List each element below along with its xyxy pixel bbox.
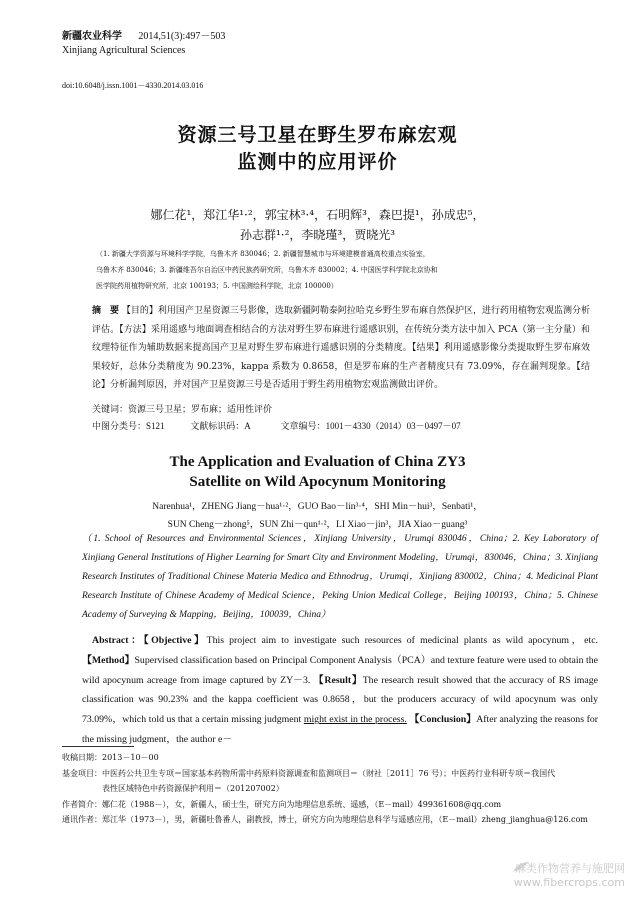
abstract-en-label: Abstract： xyxy=(92,635,144,646)
affiliation-cn-line: （1. 新疆大学资源与环境科学学院，乌鲁木齐 830046；2. 新疆智慧城市与环境建模普通高校重点实验室， xyxy=(96,250,430,258)
received-date xyxy=(62,750,592,766)
journal-name-en: Xinjiang Agricultural Sciences xyxy=(62,45,186,56)
doi: doi:10.6048/j.issn.1001－4330.2014.03.016 xyxy=(62,81,204,90)
affiliation-cn-line: 医学院药用植物研究所，北京 100193；5. 中国测绘科学院，北京 100000） xyxy=(96,282,338,290)
footnotes xyxy=(62,750,592,828)
clc-value: S121 xyxy=(146,421,165,431)
funding-line1: 中医药公共卫生专项＝国家基本药物所需中药原料资源调查和监测项目＝（财社［2011］76 号）；中医药行业科研专项＝我国代 xyxy=(102,768,556,778)
title-en-line1: The Application and Evaluation of China ZY3 xyxy=(169,454,466,470)
affiliations-cn xyxy=(96,246,566,294)
method-text: Supervised classification based on Principal Component Analysis（PCA）and texture feature were used to obtain the wild apocynum acreage from image captured by ZY－3. xyxy=(82,654,599,686)
conclusion-text: After analyzing the reasons for the missing judgment，the author e－ xyxy=(82,714,598,745)
objective-text: This project aim to investigate such resources of medicinal plants as wild apocynum，etc. xyxy=(206,635,598,646)
abstract-cn-label: 摘 要 xyxy=(92,306,120,316)
abstract-cn-text: 【目的】利用国产卫星资源三号影像，选取新疆阿勒泰阿拉哈克乡野生罗布麻自然保护区，进行药用植物宏观监测分析评估。【方法】采用遥感与地面调查相结合的方法对野生罗布麻进行遥感识别，在传统分类方法中加入 PCA（第一主分量）和纹理特征作为辅助数据来提高国产卫星对野生罗布麻进行遥感识别的分类精度。【结果】利用遥感影像分类提取野生罗布麻效果较好，总体分类精度为 90.23%，kappa 系数为 0.8658，但是罗布麻的生产者精度只有 73.09%，存在漏判现象。【结论】分析漏判原因，并对国产卫星资源三号是否适用于野生药用植物宏观监测做出评价。 xyxy=(92,306,590,390)
affiliations-en: （1. School of Resources and Environmental Sciences，Xinjiang University，Urumqi 830046，China；2. Key Laboratory of Xinjiang General Institutions of Higher Learning for Smart City and Environment Modeling，Urumqi，830046，China；3. Xinjiang Research Institutes of Traditional Chinese Materia Medica and Ethnodrug，Urumqi，Xinjiang 830002，China；4. Medicinal Plant Research Institute of Chinese Academy of Medical Science，Peking Union Medical College，Beijing 100193，China；5. Chinese Academy of Surveying & Mapping，Beijing，100039，China） xyxy=(82,534,598,620)
doc-code-value: A xyxy=(244,421,251,431)
received-label: 收稿日期： xyxy=(62,753,102,762)
funding-cont xyxy=(62,781,592,797)
journal-header xyxy=(62,30,225,43)
title-cn-line1: 资源三号卫星在野生罗布麻宏观 xyxy=(177,124,458,146)
title-en-line2: Satellite on Wild Apocynum Monitoring xyxy=(189,474,446,490)
received-value: 2013－10－00 xyxy=(102,753,159,762)
volume-info: 2014,51(3):497－503 xyxy=(138,31,226,42)
corresponding-label: 通讯作者： xyxy=(62,815,102,824)
keywords-text: 资源三号卫星；罗布麻；适用性评价 xyxy=(128,405,273,415)
keywords-cn xyxy=(92,402,272,415)
doc-code-label: 文献标识码： xyxy=(190,422,245,432)
watermark-url: www.fibercrops.com xyxy=(513,876,625,889)
result-tag: 【Result】 xyxy=(313,674,363,686)
authors-cn-line2: 孙志群¹·²，李晓瑾³，贾晓光³ xyxy=(239,228,396,242)
author-bio-label: 作者简介： xyxy=(62,799,102,809)
author-bio xyxy=(62,797,592,813)
funding-line2: 表性区域特色中药资源保护利用＝（201207002） xyxy=(102,784,284,793)
footnote-divider xyxy=(62,746,134,747)
objective-tag: 【Objective】 xyxy=(143,635,207,646)
keywords-label: 关键词： xyxy=(92,405,129,415)
funding xyxy=(62,766,592,782)
article-no-label: 文章编号： xyxy=(280,422,326,432)
classification-row xyxy=(92,419,461,432)
authors-cn-line1: 娜仁花¹，郑江华¹·²，郭宝林³·⁴，石明辉³，森巴提¹，孙成忠⁵， xyxy=(150,208,485,222)
conclusion-tag: 【Conclusion】 xyxy=(409,714,477,726)
watermark-cn: 麻类作物营养与施肥网 xyxy=(515,862,625,875)
abstract-cn xyxy=(92,302,590,395)
affiliation-cn-line: 乌鲁木齐 830046；3. 新疆维吾尔自治区中药民族药研究所，乌鲁木齐 830002；4. 中国医学科学院北京协和 xyxy=(96,266,438,274)
method-tag: 【Method】 xyxy=(82,654,135,666)
corresponding-author xyxy=(62,812,592,828)
authors-en-line1: Narenhua¹，ZHENG Jiang－hua¹·²，GUO Bao－lin³·⁴，SHI Min－hui³，Senbati¹， xyxy=(152,502,483,512)
corresponding-text: 郑江华（1973－），男，新疆吐鲁番人，副教授，博士，研究方向为地理信息科学与遥感应用，（E－mail）zheng_jianghua@126.com xyxy=(102,815,588,824)
funding-label: 基金项目： xyxy=(62,768,102,778)
title-cn-line2: 监测中的应用评价 xyxy=(237,151,398,173)
authors-en-line2: SUN Cheng－zhong⁵，SUN Zhi－qun¹·²，LI Xiao－jin³，JIA Xiao－guang³ xyxy=(167,520,468,530)
journal-name-cn: 新疆农业科学 xyxy=(62,31,122,42)
result-text: The research result showed that the accuracy of RS image classification was 90.23% and the kappa coefficient was 0.8658，but the producers accuracy of wild apocynum was only 73.09%，which told us that a certain missing judgment xyxy=(82,674,598,726)
author-bio-text: 娜仁花（1988－），女，新疆人，硕士生，研究方向为地理信息系统、遥感，（E－mail）499361608@qq.com xyxy=(102,799,502,809)
abstract-en xyxy=(82,631,598,750)
clc-label: 中图分类号： xyxy=(92,422,147,432)
article-no-value: 1001－4330（2014）03－0497－07 xyxy=(325,421,461,431)
result-text-underlined: might exist in the process. xyxy=(303,714,407,726)
